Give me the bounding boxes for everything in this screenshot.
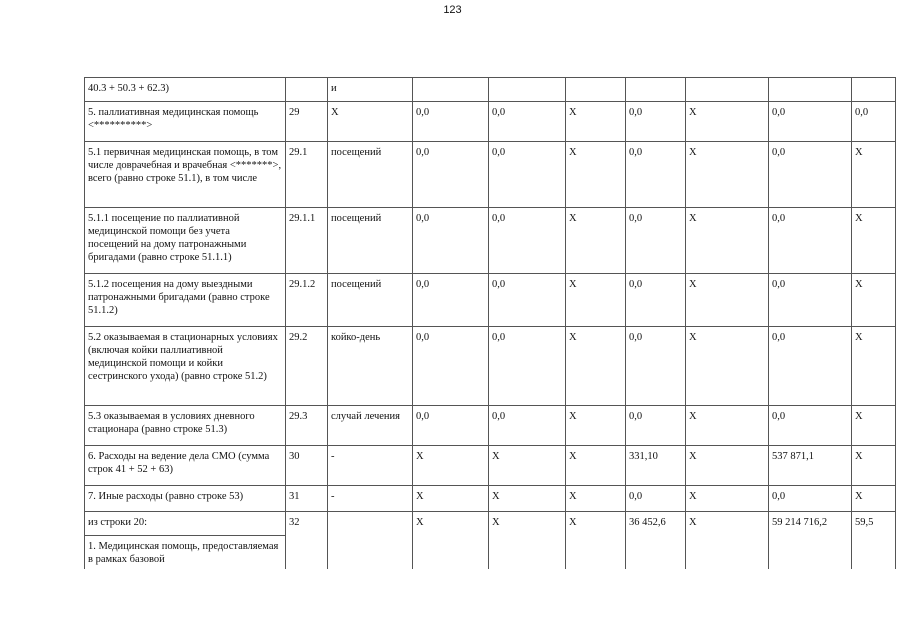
value-cell: Х [489, 446, 566, 486]
value-cell [852, 78, 896, 102]
value-cell: Х [489, 486, 566, 512]
value-cell: 59 214 716,2 [769, 512, 852, 570]
value-cell: Х [566, 208, 626, 274]
value-cell: 0,0 [413, 406, 489, 446]
table-row [85, 102, 896, 142]
row-code [286, 78, 328, 102]
value-cell: 0,0 [489, 327, 566, 406]
row-label: 5.1 первичная медицинская помощь, в том числе доврачебная и врачебная <*******>, всего (равно строке 51.1), в том числе [85, 142, 286, 208]
value-cell: Х [566, 327, 626, 406]
value-cell: 0,0 [769, 102, 852, 142]
value-cell: Х [566, 446, 626, 486]
table-row [85, 406, 896, 446]
page-number: 123 [443, 4, 462, 16]
value-cell: Х [852, 406, 896, 446]
value-cell: Х [413, 446, 489, 486]
value-cell: Х [686, 486, 769, 512]
row-code: 29.2 [286, 327, 328, 406]
value-cell: 59,5 [852, 512, 896, 570]
value-cell: 0,0 [413, 208, 489, 274]
value-cell [489, 78, 566, 102]
row-label: 5.3 оказываемая в условиях дневного стационара (равно строке 51.3) [85, 406, 286, 446]
value-cell: Х [686, 142, 769, 208]
unit-cell: - [328, 486, 413, 512]
value-cell: 0,0 [489, 274, 566, 327]
unit-cell: посещений [328, 274, 413, 327]
value-cell: 0,0 [489, 208, 566, 274]
value-cell: Х [686, 102, 769, 142]
value-cell: Х [566, 102, 626, 142]
unit-cell: и [328, 78, 413, 102]
row-label: 5.1.2 посещения на дому выездными патронажными бригадами (равно строке 51.1.2) [85, 274, 286, 327]
value-cell: 0,0 [413, 274, 489, 327]
value-cell: 0,0 [769, 208, 852, 274]
value-cell [626, 78, 686, 102]
row-label: 7. Иные расходы (равно строке 53) [85, 486, 286, 512]
unit-cell: - [328, 446, 413, 486]
value-cell: 0,0 [626, 102, 686, 142]
row-code: 29.1.2 [286, 274, 328, 327]
value-cell: 0,0 [489, 406, 566, 446]
row-label: 5. паллиативная медицинская помощь <**********> [85, 102, 286, 142]
table-row [85, 446, 896, 486]
value-cell: Х [852, 274, 896, 327]
value-cell: 0,0 [852, 102, 896, 142]
value-cell: 0,0 [413, 142, 489, 208]
value-cell: Х [413, 486, 489, 512]
value-cell: Х [852, 446, 896, 486]
value-cell: Х [413, 512, 489, 570]
table-row [85, 274, 896, 327]
value-cell: 0,0 [626, 327, 686, 406]
value-cell: 0,0 [489, 102, 566, 142]
unit-cell: Х [328, 102, 413, 142]
value-cell: 0,0 [769, 142, 852, 208]
table-clip [84, 77, 896, 569]
value-cell: Х [566, 486, 626, 512]
table-row [85, 327, 896, 406]
value-cell: Х [852, 486, 896, 512]
row-code: 29 [286, 102, 328, 142]
row-code: 32 [286, 512, 328, 570]
row-code: 30 [286, 446, 328, 486]
value-cell: Х [686, 208, 769, 274]
table-body [85, 78, 896, 570]
value-cell: Х [489, 512, 566, 570]
value-cell: Х [566, 142, 626, 208]
row-label: 1. Медицинская помощь, предоставляемая в рамках базовой [85, 536, 286, 570]
data-table [84, 77, 896, 569]
row-label: 5.2 оказываемая в стационарных условиях (включая койки паллиативной медицинской помощи и койки сестринского ухода) (равно строке 51.2) [85, 327, 286, 406]
value-cell: 0,0 [769, 486, 852, 512]
value-cell: 0,0 [626, 274, 686, 327]
row-code: 29.3 [286, 406, 328, 446]
table-row [85, 208, 896, 274]
value-cell: 537 871,1 [769, 446, 852, 486]
value-cell: 36 452,6 [626, 512, 686, 570]
unit-cell [328, 512, 413, 570]
row-code: 29.1.1 [286, 208, 328, 274]
value-cell: 331,10 [626, 446, 686, 486]
value-cell: Х [686, 512, 769, 570]
unit-cell: посещений [328, 208, 413, 274]
value-cell: Х [566, 274, 626, 327]
value-cell: Х [852, 327, 896, 406]
value-cell [686, 78, 769, 102]
value-cell: Х [852, 208, 896, 274]
value-cell: 0,0 [413, 327, 489, 406]
value-cell: Х [686, 327, 769, 406]
unit-cell: койко-день [328, 327, 413, 406]
value-cell: 0,0 [489, 142, 566, 208]
value-cell: 0,0 [769, 274, 852, 327]
row-label: из строки 20: [85, 512, 286, 536]
value-cell: Х [686, 274, 769, 327]
row-label: 5.1.1 посещение по паллиативной медицинской помощи без учета посещений на дому патронажными бригадами (равно строке 51.1.1) [85, 208, 286, 274]
row-label: 40.3 + 50.3 + 62.3) [85, 78, 286, 102]
row-code: 31 [286, 486, 328, 512]
value-cell: Х [686, 446, 769, 486]
value-cell: Х [566, 406, 626, 446]
table-row [85, 78, 896, 102]
value-cell: 0,0 [413, 102, 489, 142]
value-cell: 0,0 [626, 486, 686, 512]
value-cell: Х [566, 512, 626, 570]
unit-cell: посещений [328, 142, 413, 208]
value-cell [566, 78, 626, 102]
row-code: 29.1 [286, 142, 328, 208]
unit-cell: случай лечения [328, 406, 413, 446]
value-cell: 0,0 [626, 406, 686, 446]
row-label: 6. Расходы на ведение дела СМО (сумма строк 41 + 52 + 63) [85, 446, 286, 486]
value-cell: 0,0 [769, 406, 852, 446]
value-cell: 0,0 [769, 327, 852, 406]
value-cell [413, 78, 489, 102]
table-row [85, 142, 896, 208]
value-cell: Х [852, 142, 896, 208]
table-row [85, 512, 896, 536]
table-row [85, 486, 896, 512]
value-cell [769, 78, 852, 102]
value-cell: Х [686, 406, 769, 446]
value-cell: 0,0 [626, 208, 686, 274]
value-cell: 0,0 [626, 142, 686, 208]
